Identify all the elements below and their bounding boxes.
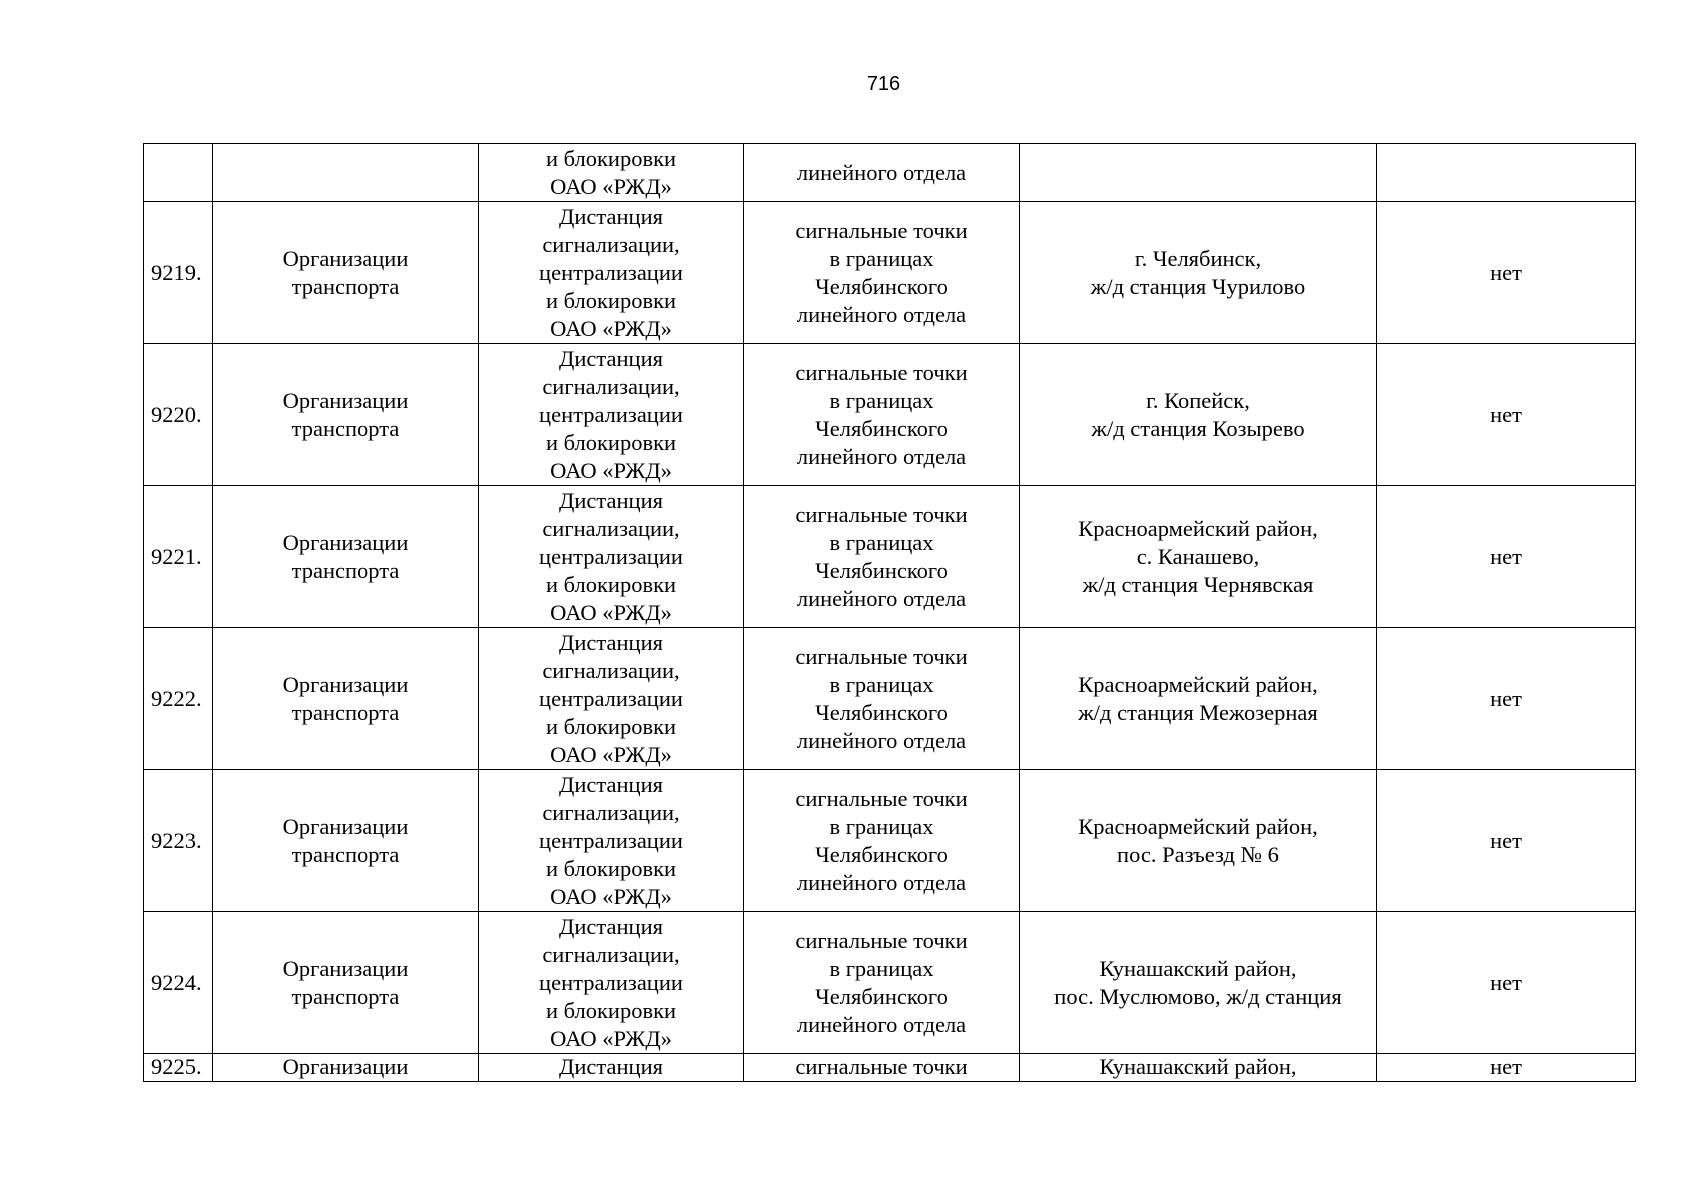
table-row xyxy=(144,202,1636,344)
row-number: 9224. xyxy=(144,912,213,1054)
row-number: 9221. xyxy=(144,486,213,628)
note-cell: нет xyxy=(1377,344,1636,486)
category-cell: Организации транспорта xyxy=(213,628,479,770)
organization-cell: Дистанция сигнализации, централизации и блокировки ОАО «РЖД» xyxy=(479,344,744,486)
category-cell: Организации транспорта xyxy=(213,912,479,1054)
row-number: 9223. xyxy=(144,770,213,912)
address-cell: Красноармейский район, с. Канашево, ж/д станция Чернявская xyxy=(1020,486,1377,628)
note-cell: нет xyxy=(1377,770,1636,912)
category-cell xyxy=(213,144,479,202)
row-number: 9225. xyxy=(144,1054,213,1082)
note-cell: нет xyxy=(1377,628,1636,770)
registry-table xyxy=(143,143,1636,1082)
note-cell xyxy=(1377,144,1636,202)
object-cell: линейного отдела xyxy=(744,144,1020,202)
category-cell: Организации транспорта xyxy=(213,486,479,628)
category-cell: Организации транспорта xyxy=(213,770,479,912)
organization-cell: Дистанция сигнализации, централизации и блокировки ОАО «РЖД» xyxy=(479,202,744,344)
category-cell: Организации транспорта xyxy=(213,344,479,486)
table-row xyxy=(144,1054,1636,1082)
object-cell: сигнальные точки в границах Челябинского линейного отдела xyxy=(744,912,1020,1054)
row-number: 9219. xyxy=(144,202,213,344)
table-row xyxy=(144,486,1636,628)
address-cell: г. Челябинск, ж/д станция Чурилово xyxy=(1020,202,1377,344)
address-cell: Красноармейский район, ж/д станция Межозерная xyxy=(1020,628,1377,770)
object-cell: сигнальные точки в границах Челябинского линейного отдела xyxy=(744,628,1020,770)
organization-cell: Дистанция xyxy=(479,1054,744,1082)
table-row xyxy=(144,344,1636,486)
object-cell: сигнальные точки в границах Челябинского линейного отдела xyxy=(744,486,1020,628)
address-cell: Красноармейский район, пос. Разъезд № 6 xyxy=(1020,770,1377,912)
table-row xyxy=(144,770,1636,912)
address-cell: Кунашакский район, xyxy=(1020,1054,1377,1082)
note-cell: нет xyxy=(1377,202,1636,344)
row-number: 9220. xyxy=(144,344,213,486)
table-row xyxy=(144,628,1636,770)
note-cell: нет xyxy=(1377,1054,1636,1082)
organization-cell: Дистанция сигнализации, централизации и блокировки ОАО «РЖД» xyxy=(479,628,744,770)
organization-cell: Дистанция сигнализации, централизации и блокировки ОАО «РЖД» xyxy=(479,486,744,628)
address-cell: Кунашакский район, пос. Муслюмово, ж/д станция xyxy=(1020,912,1377,1054)
address-cell xyxy=(1020,144,1377,202)
page-number: 716 xyxy=(866,73,901,95)
note-cell: нет xyxy=(1377,486,1636,628)
table-row xyxy=(144,144,1636,202)
object-cell: сигнальные точки в границах Челябинского линейного отдела xyxy=(744,202,1020,344)
object-cell: сигнальные точки xyxy=(744,1054,1020,1082)
address-cell: г. Копейск, ж/д станция Козырево xyxy=(1020,344,1377,486)
row-number: 9222. xyxy=(144,628,213,770)
object-cell: сигнальные точки в границах Челябинского линейного отдела xyxy=(744,344,1020,486)
organization-cell: Дистанция сигнализации, централизации и блокировки ОАО «РЖД» xyxy=(479,770,744,912)
category-cell: Организации транспорта xyxy=(213,202,479,344)
category-cell: Организации xyxy=(213,1054,479,1082)
table-row xyxy=(144,912,1636,1054)
organization-cell: Дистанция сигнализации, централизации и блокировки ОАО «РЖД» xyxy=(479,912,744,1054)
note-cell: нет xyxy=(1377,912,1636,1054)
organization-cell: и блокировки ОАО «РЖД» xyxy=(479,144,744,202)
object-cell: сигнальные точки в границах Челябинского линейного отдела xyxy=(744,770,1020,912)
row-number xyxy=(144,144,213,202)
